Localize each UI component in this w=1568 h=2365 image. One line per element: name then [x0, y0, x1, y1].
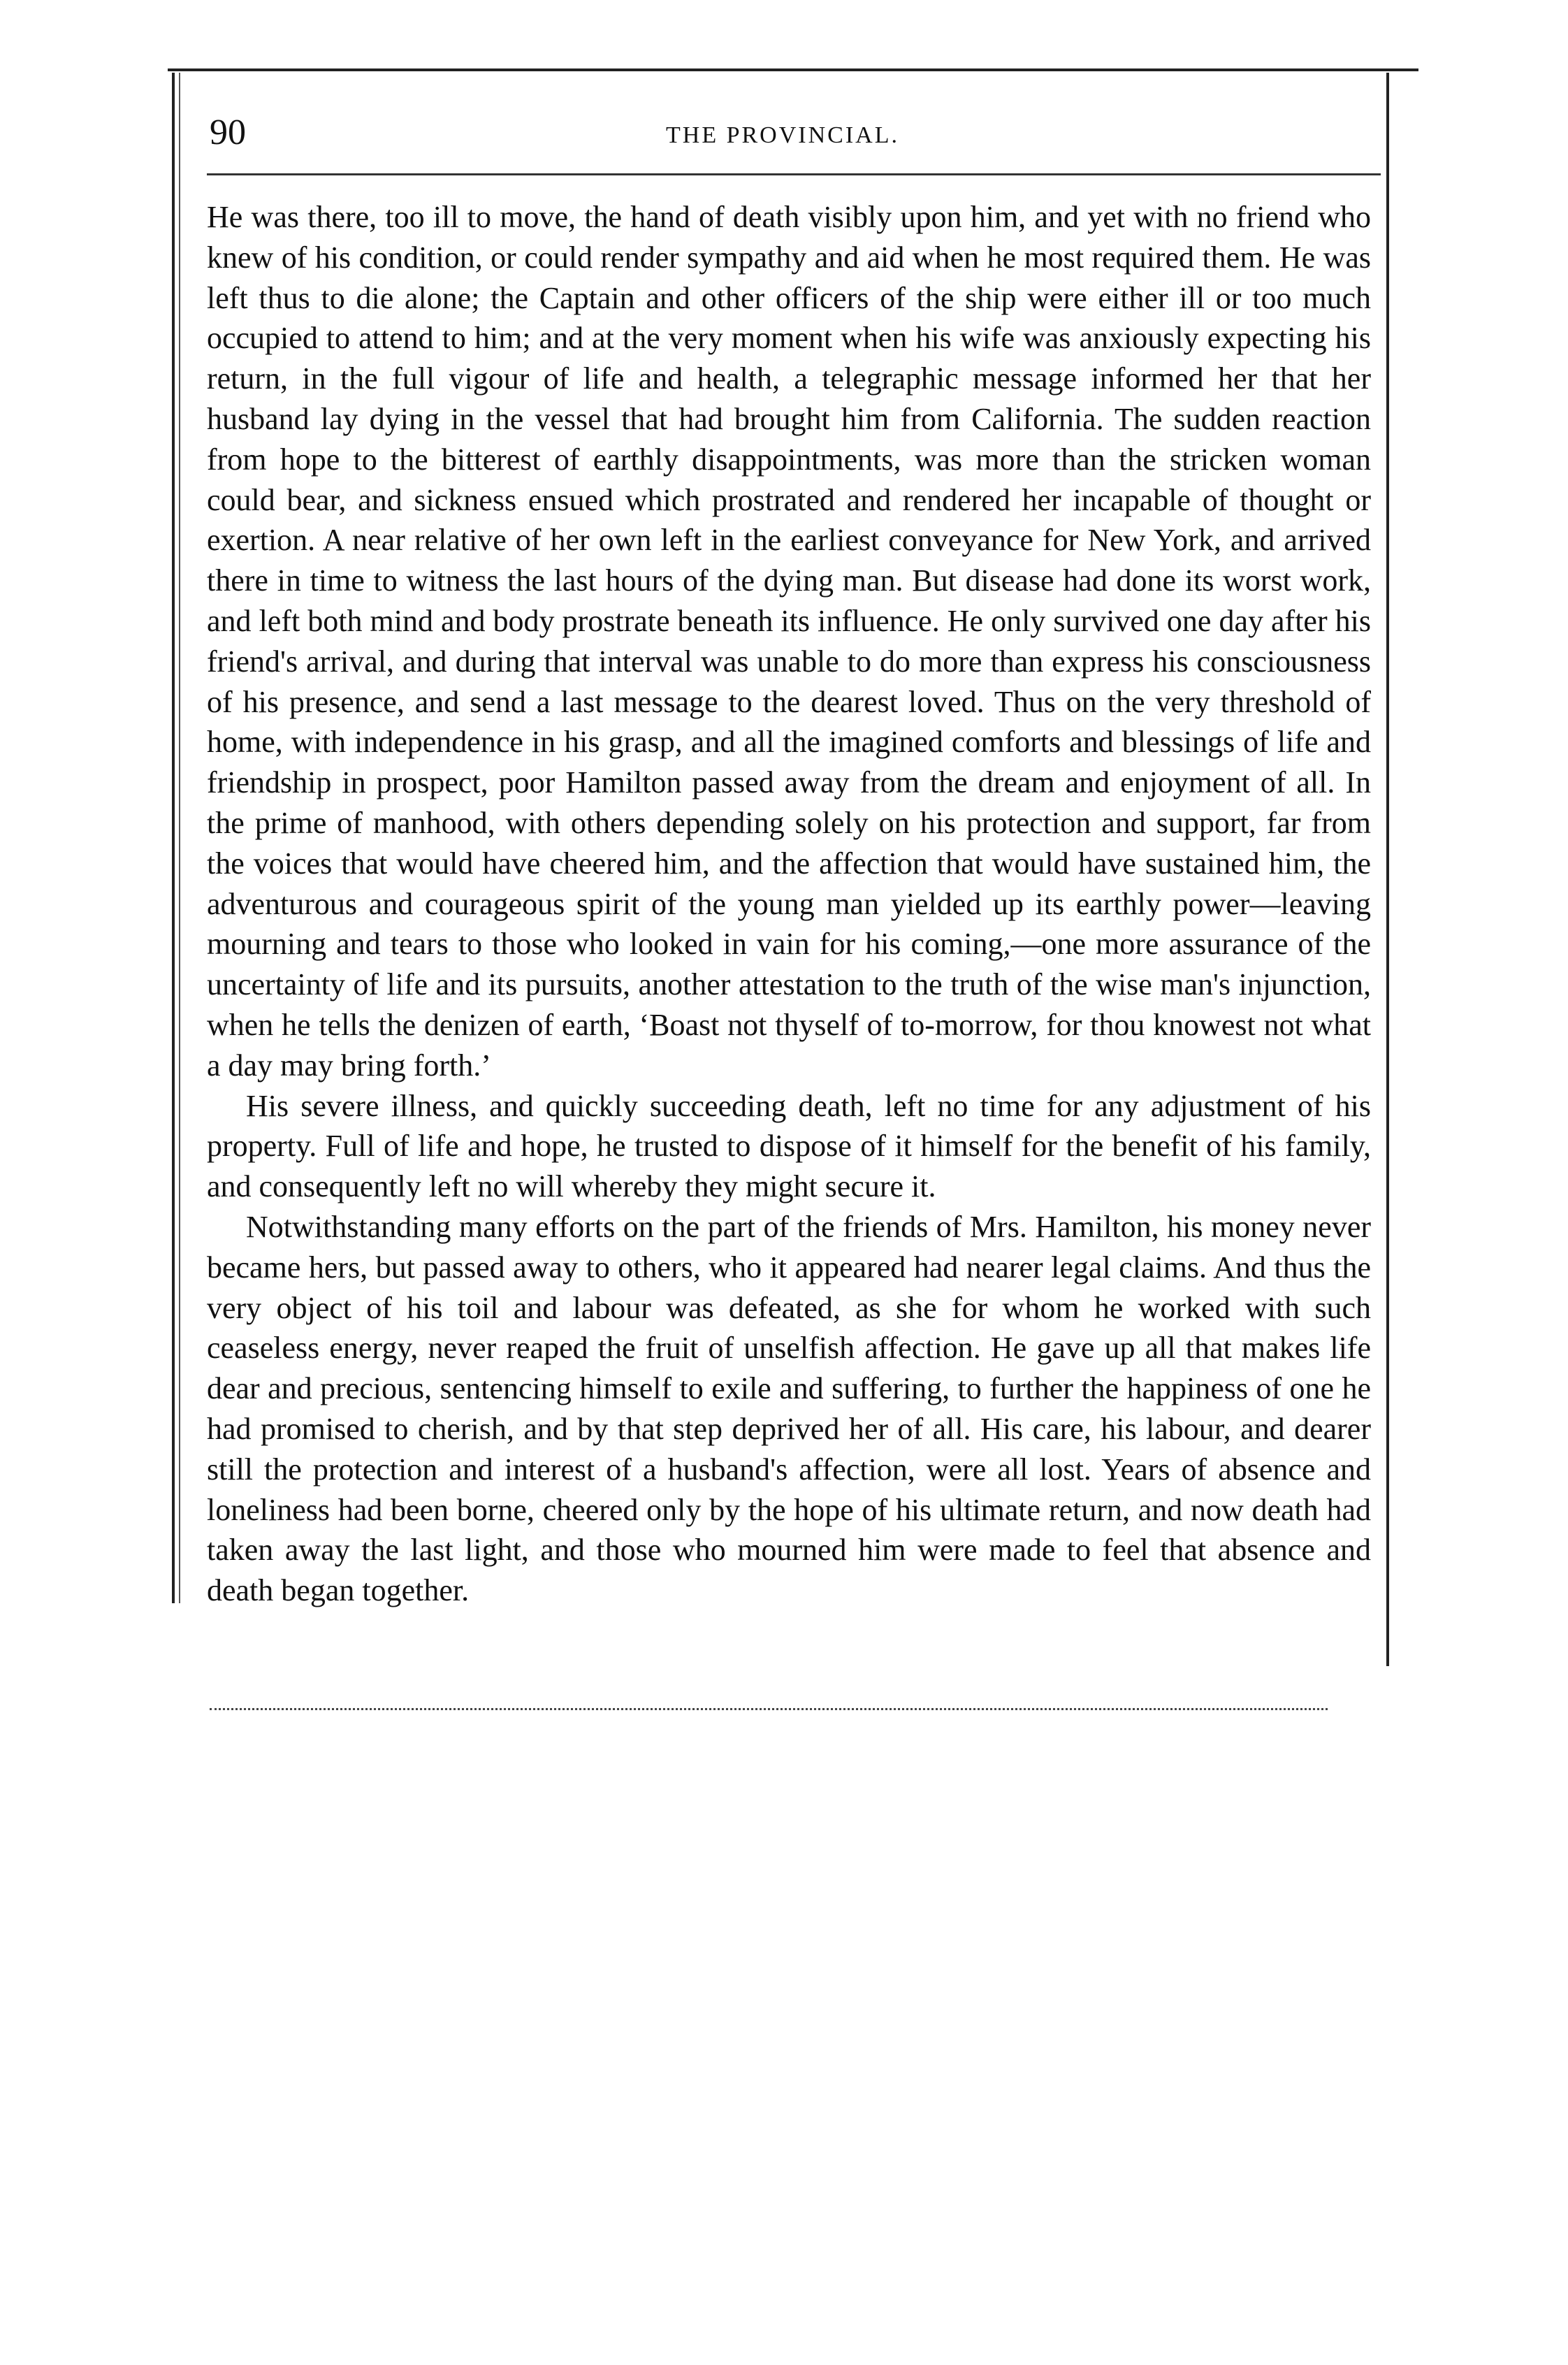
paragraph-2: His severe illness, and quickly succeeding death, left no time for any adjustment of his property. Full of life and hope, he trusted to dispose of it himself for the benefit of his family, and consequently left no will whereby they might secure it. — [207, 1088, 1371, 1204]
paragraph-3: Notwithstanding many efforts on the part of the friends of Mrs. Hamilton, his money never became hers, but passed away to others, who it appeared had nearer legal claims. And thus the very object of his toil and labour was defeated, as she for whom he worked with such ceaseless energy, never reaped the fruit of unselfish affection. He gave up all that makes life dear and precious, sentencing himself to exile and suffering, to further the happiness of one he had promised to cherish, and by that step deprived her of all. His care, his labour, and dearer still the protection and interest of a husband's affection, were all lost. Years of absence and loneliness had been borne, cheered only by the hope of his ultimate return, and now death had taken away the last light, and those who mourned him were made to feel that absence and death began together. — [207, 1209, 1371, 1608]
right-frame-line — [1386, 73, 1389, 1666]
running-head: THE PROVINCIAL. — [666, 122, 899, 148]
paragraph-1: He was there, too ill to move, the hand of death visibly upon him, and yet with no friend who knew of his condition, or could render sympathy and aid when he most required them. He was left thus to die alone; the Captain and other officers of the ship were either ill or too much occupied to attend to him; and at the very moment when his wife was anxiously expecting his return, in the full vigour of life and health, a telegraphic message informed her that her husband lay dying in the vessel that had brought him from California. The sudden reaction from hope to the bitterest of earthly disappointments, was more than the stricken woman could bear, and sickness ensued which prostrated and rendered her incapable of thought or exertion. A near relative of her own left in the earliest conveyance for New York, and arrived there in time to witness the last hours of the dying man. But disease had done its worst work, and left both mind and body prostrate beneath its influence. He only survived one day after his friend's arrival, and during that interval was unable to do more than express his consciousness of his presence, and send a last message to the dearest loved. Thus on the very threshold of home, with independence in his grasp, and all the imagined comforts and blessings of life and friendship in prospect, poor Hamilton passed away from the dream and enjoyment of all. In the prime of manhood, with others depending solely on his protection and support, far from the voices that would have cheered him, and the affection that would have sustained him, the adventurous and courageous spirit of the young man yielded up its earthly power—leaving mourning and tears to those who looked in vain for his coming,—one more assurance of the uncertainty of life and its pursuits, another attestation to the truth of the wise man's injunction, when he tells the denizen of earth, ‘Boast not thyself of to-morrow, for thou knowest not what a day may bring forth.’ — [207, 200, 1371, 1083]
page-header — [210, 105, 1377, 161]
page-number: 90 — [210, 113, 246, 152]
body-text — [207, 197, 1371, 1611]
top-border-rule — [168, 68, 1418, 71]
header-rule — [207, 173, 1381, 175]
left-frame-inner-line — [179, 73, 180, 1603]
left-frame-line — [172, 73, 175, 1603]
bottom-border-rule — [210, 1708, 1328, 1710]
